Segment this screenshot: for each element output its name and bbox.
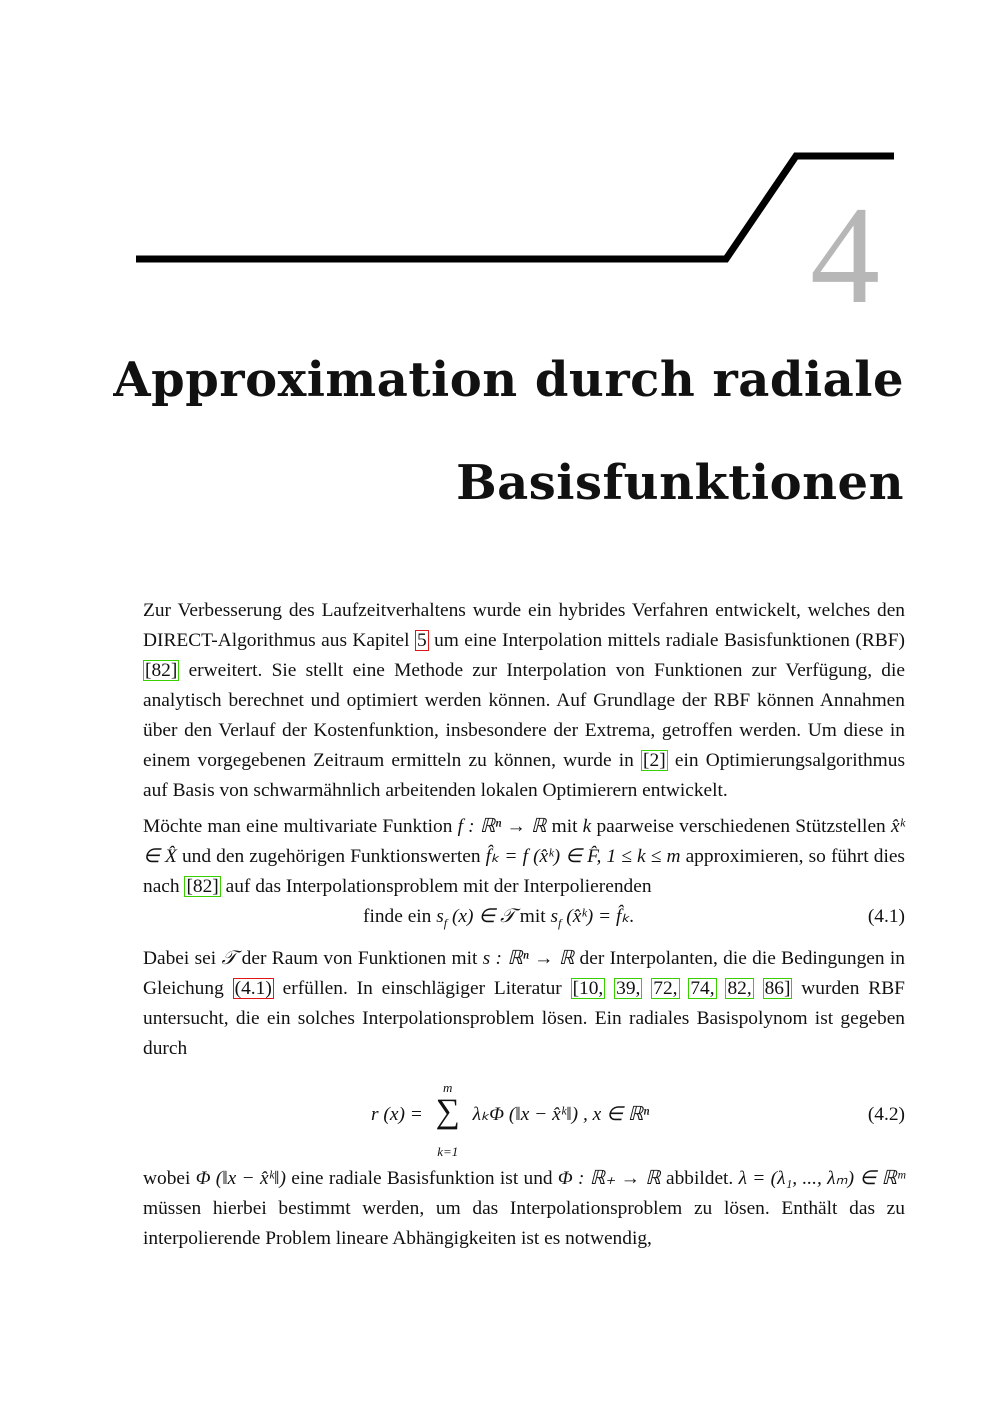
math-inline: k — [582, 816, 592, 837]
math-inline: 𝒯 — [221, 948, 237, 969]
paragraph-basis: wobei Φ (‖x − x̂ᵏ‖) eine radiale Basisfunktion ist und Φ : ℝ₊ → ℝ abbildet. λ = (λ₁, ..., λₘ) ∈ ℝᵐ müssen hierbei bestimmt werden, um das Interpolationsproblem zu lösen. Enthält das zu interpolierende Problem lineare Abhängigkeiten ist es notwendig, — [143, 1168, 905, 1249]
math-inline: λ = (λ₁, ..., λₘ) ∈ ℝᵐ — [738, 1168, 905, 1189]
citation-82[interactable]: 82, — [727, 978, 752, 999]
summation-symbol: m ∑ k=1 — [435, 1079, 460, 1159]
equation-4-2: r (x) = m ∑ k=1 λₖΦ (‖x − x̂ᵏ‖) , x ∈ ℝⁿ (4.2) — [371, 1079, 905, 1159]
link-equation-4-1[interactable]: (4.1) — [234, 978, 272, 999]
equation-number: (4.2) — [867, 1104, 905, 1125]
math-inline: Φ : ℝ₊ → ℝ — [557, 1168, 661, 1189]
math-inline: Φ (‖x − x̂ᵏ‖) — [195, 1168, 286, 1189]
math-inline: f : ℝⁿ → ℝ — [457, 816, 547, 837]
citation-74[interactable]: 74, — [690, 978, 715, 999]
citation-86[interactable]: 86] — [764, 978, 791, 999]
citation-10[interactable]: [10, — [572, 978, 604, 999]
equation-4-1: finde ein $s_f$ (x) ∈ 𝒯 mit $s_f$ (x̂ᵏ) = f̂ₖ. (4.1) — [143, 902, 905, 932]
citation-72[interactable]: 72, — [653, 978, 678, 999]
equation-number: (4.1) — [867, 906, 905, 927]
chapter-title-line-2: Basisfunktionen — [456, 455, 904, 511]
math-inline: x̂ᵏ ∈ X̂ — [143, 816, 905, 867]
link-chapter-5[interactable]: 5 — [416, 630, 427, 651]
math-inline: s : ℝⁿ → ℝ — [482, 948, 575, 969]
paragraph-problem: Möchte man eine multivariate Funktion f : ℝⁿ → ℝ mit k paarweise verschiedenen Stützstellen x̂ᵏ ∈ X̂ und den zugehörigen Funktionswerten f̂ₖ = f (x̂ᵏ) ∈ F̂, 1 ≤ k ≤ m approximieren, so führt dies nach [82] auf das Interpolationsproblem mit der Interpolierenden — [143, 816, 905, 897]
citation-2[interactable]: [2] — [643, 750, 666, 771]
body-text — [143, 596, 905, 1260]
citation-82[interactable]: [82] — [145, 660, 178, 681]
citation-82[interactable]: [82] — [186, 876, 219, 897]
paragraph-intro: Zur Verbesserung des Laufzeitverhaltens wurde ein hybrides Verfahren entwickelt, welches den DIRECT-Algorithmus aus Kapitel 5 um eine Interpolation mittels radiale Basisfunktionen (RBF) [82] erweitert. Sie stellt eine Methode zur Interpolation von Funktionen zur Verfügung, die analytisch berechnet und optimiert werden können. Auf Grundlage der RBF können Annahmen über den Verlauf der Kostenfunktion, insbesondere der Extrema, getroffen werden. Um diese in einem vorgegebenen Zeitraum ermitteln zu können, wurde in [2] ein Optimierungsalgorithmus auf Basis von schwarmähnlich arbeitenden lokalen Optimierern entwickelt. — [143, 600, 905, 801]
citation-39[interactable]: 39, — [616, 978, 641, 999]
paragraph-rbf: Dabei sei 𝒯 der Raum von Funktionen mit s : ℝⁿ → ℝ der Interpolanten, die die Bedingungen in Gleichung (4.1) erfüllen. In einschlägiger Literatur [10, 39, 72, 74, 82, 86] wurden RBF untersucht, die ein solches Interpolationsproblem lösen. Ein radiales Basispolynom ist gegeben durch — [143, 948, 905, 1059]
math-inline: f̂ₖ = f (x̂ᵏ) ∈ F̂, 1 ≤ k ≤ m — [485, 846, 681, 867]
chapter-number: 4 — [810, 178, 880, 333]
chapter-title-line-1: Approximation durch radiale — [113, 352, 904, 408]
